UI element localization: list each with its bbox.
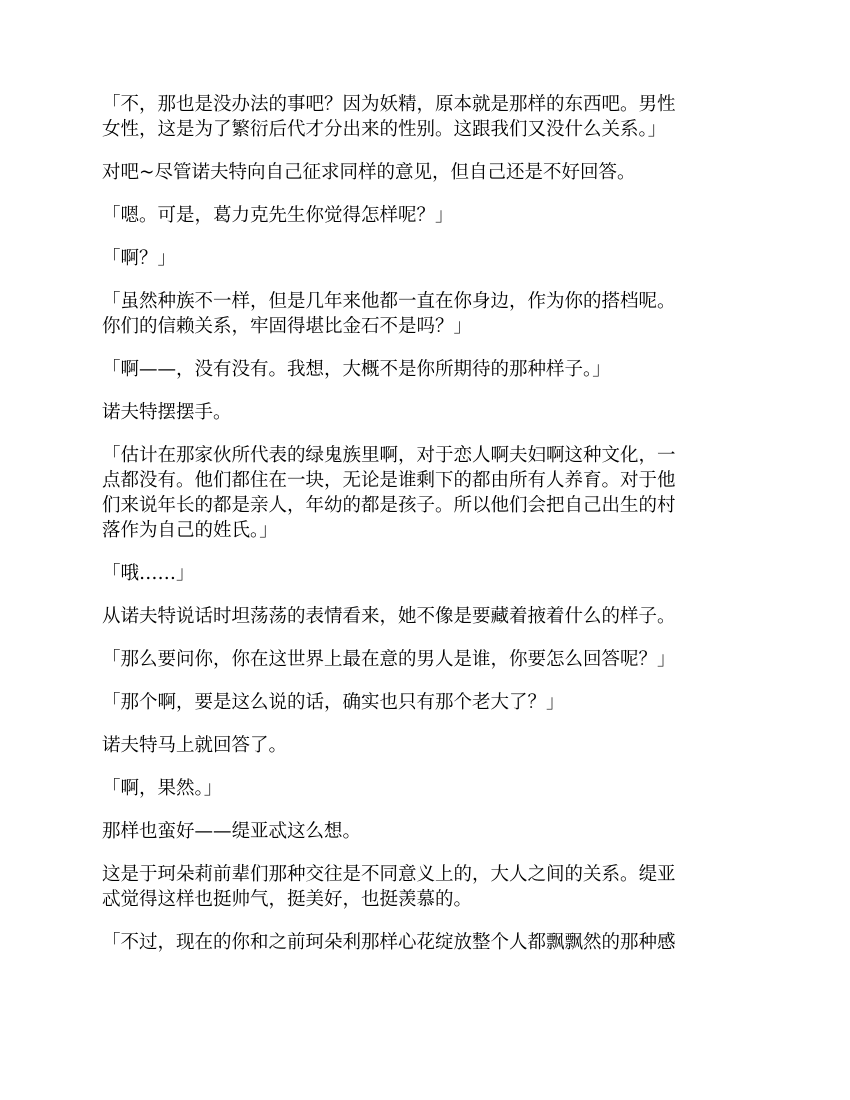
paragraph [102,400,750,425]
paragraph [102,690,750,715]
text-line: 「嗯。可是，葛力克先生你觉得怎样呢？」 [102,205,454,226]
paragraph [102,203,750,228]
text-line: 落作为自己的姓氏。」 [102,520,278,541]
text-line: 「不，那也是没办法的事吧？因为妖精，原本就是那样的东西吧。男性 [102,94,676,115]
text-line: 们来说年长的都是亲人，年幼的都是孩子。所以他们会把自己出生的村 [102,495,676,516]
paragraph [102,647,750,672]
paragraph [102,246,750,271]
text-line: 女性，这是为了繁衍后代才分出来的性别。这跟我们又没什么关系。」 [102,119,667,140]
text-line: 这是于珂朵莉前辈们那种交往是不同意义上的，大人之间的关系。缇亚 [102,864,676,885]
text-line: 对吧~尽管诺夫特向自己征求同样的意见，但自己还是不好回答。 [102,162,636,183]
paragraph [102,357,750,382]
text-line: 「哦……」 [102,563,195,584]
text-line: 从诺夫特说话时坦荡荡的表情看来，她不像是要藏着掖着什么的样子。 [102,606,676,627]
text-line: 那样也蛮好——缇亚忒这么想。 [102,821,362,842]
paragraph [102,604,750,629]
paragraph [102,289,750,339]
text-line: 「啊——，没有没有。我想，大概不是你所期待的那种样子。」 [102,359,611,380]
text-line: 「那个啊，要是这么说的话，确实也只有那个老大了？」 [102,692,565,713]
text-line: 忒觉得这样也挺帅气，挺美好，也挺羡慕的。 [102,889,473,910]
paragraph [102,862,750,912]
paragraph [102,443,750,543]
paragraph [102,776,750,801]
paragraph [102,930,750,955]
text-line: 「虽然种族不一样，但是几年来他都一直在你身边，作为你的搭档呢。 [102,291,676,312]
text-line: 诺夫特马上就回答了。 [102,735,288,756]
paragraph [102,819,750,844]
paragraph [102,160,750,185]
paragraph [102,92,750,142]
text-line: 「啊？」 [102,248,177,269]
text-line: 诺夫特摆摆手。 [102,402,232,423]
text-line: 「那么要问你，你在这世界上最在意的男人是谁，你要怎么回答呢？」 [102,649,676,670]
document-page [102,92,750,973]
text-line: 「啊，果然。」 [102,778,223,799]
text-line: 点都没有。他们都住在一块，无论是谁剩下的都由所有人养育。对于他 [102,470,676,491]
text-line: 「不过，现在的你和之前珂朵利那样心花绽放整个人都飘飘然的那种感 [102,932,676,953]
text-line: 「估计在那家伙所代表的绿鬼族里啊，对于恋人啊夫妇啊这种文化，一 [102,445,676,466]
text-line: 你们的信赖关系，牢固得堪比金石不是吗？」 [102,316,473,337]
paragraph [102,561,750,586]
paragraph [102,733,750,758]
